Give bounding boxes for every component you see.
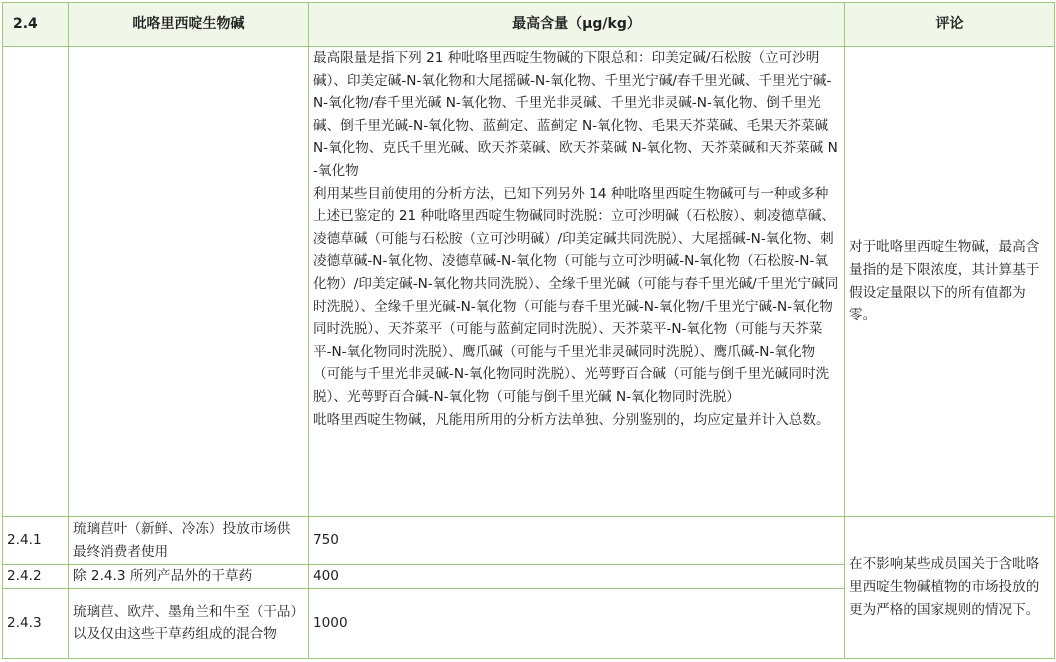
row-value: 750 [309, 517, 845, 565]
definition-text-cell [309, 47, 845, 517]
row-number: 2.4.3 [3, 588, 69, 658]
row-product: 琉璃苣、欧芹、墨角兰和牛至（干品）以及仅由这些干草药组成的混合物 [69, 588, 309, 658]
definition-paragraph: 吡咯里西啶生物碱，凡能用所用的分析方法单独、分别鉴别的，均应定量并计入总数。 [313, 411, 830, 428]
definition-paragraph: 利用某些目前使用的分析方法，已知下列另外 14 种吡咯里西啶生物碱可与一种或多种上述已鉴定的 21 种吡咯里西啶生物碱同时洗脱：立可沙明碱（石松胺）、刺凌德草碱、凌德草碱（可能与石松胺（立可沙明碱）/印美定碱共同洗脱）、大尾摇碱-N-氧化物、刺凌德草碱-N-氧化物、凌德草碱-N-氧化物（可能与立可沙明碱-N-氧化物（石松胺-N-氧化物）/印美定碱-N-氧化物共同洗脱）、全缘千里光碱（可能与春千里光碱/千里光宁碱同时洗脱）、全缘千里光碱-N-氧化物（可能与春千里光碱-N-氧化物/千里光宁碱-N-氧化物同时洗脱）、天芥菜平（可能与蓝蓟定同时洗脱）、天芥菜平-N-氧化物（可能与天芥菜平-N-氧化物同时洗脱）、鹰爪碱（可能与千里光非灵碱同时洗脱）、鹰爪碱-N-氧化物（可能与千里光非灵碱-N-氧化物同时洗脱）、光萼野百合碱（可能与倒千里光碱同时洗脱）、光萼野百合碱-N-氧化物（可能与倒千里光碱 N-氧化物同时洗脱） [313, 185, 839, 405]
row-value: 400 [309, 565, 845, 589]
row-value: 1000 [309, 588, 845, 658]
header-row [3, 3, 1055, 47]
row-number: 2.4.1 [3, 517, 69, 565]
definition-paragraph: 最高限量是指下列 21 种吡咯里西啶生物碱的下限总和：印美定碱/石松胺（立可沙明碱）、印美定碱-N-氧化物和大尾摇碱-N-氧化物、千里光宁碱/春千里光碱、千里光宁碱-N-氧化物/春千里光碱 N-氧化物、千里光非灵碱、千里光非灵碱-N-氧化物、倒千里光碱、倒千里光碱-N-氧化物、蓝蓟定、蓝蓟定 N-氧化物、毛果天芥菜碱、毛果天芥菜碱 N-氧化物、克氏千里光碱、欧天芥菜碱、欧天芥菜碱 N-氧化物、天芥菜碱和天芥菜碱 N-氧化物 [313, 50, 838, 179]
regulation-table [2, 2, 1055, 659]
row-number: 2.4.2 [3, 565, 69, 589]
header-section-number: 2.4 [3, 3, 69, 47]
definition-product-cell [69, 47, 309, 517]
definition-comment: 对于吡咯里西啶生物碱，最高含量指的是下限浓度，其计算基于假设定量限以下的所有值都为零。 [845, 47, 1055, 517]
row-product: 琉璃苣叶（新鲜、冷冻）投放市场供最终消费者使用 [69, 517, 309, 565]
definition-num-cell [3, 47, 69, 517]
header-max-level: 最高含量（μg/kg） [309, 3, 845, 47]
row-product: 除 2.4.3 所列产品外的干草药 [69, 565, 309, 589]
header-substance: 吡咯里西啶生物碱 [69, 3, 309, 47]
table-row [3, 517, 1055, 565]
rows-comment: 在不影响某些成员国关于含吡咯里西啶生物碱植物的市场投放的更为严格的国家规则的情况下。 [845, 517, 1055, 659]
header-comment: 评论 [845, 3, 1055, 47]
definition-row [3, 47, 1055, 517]
